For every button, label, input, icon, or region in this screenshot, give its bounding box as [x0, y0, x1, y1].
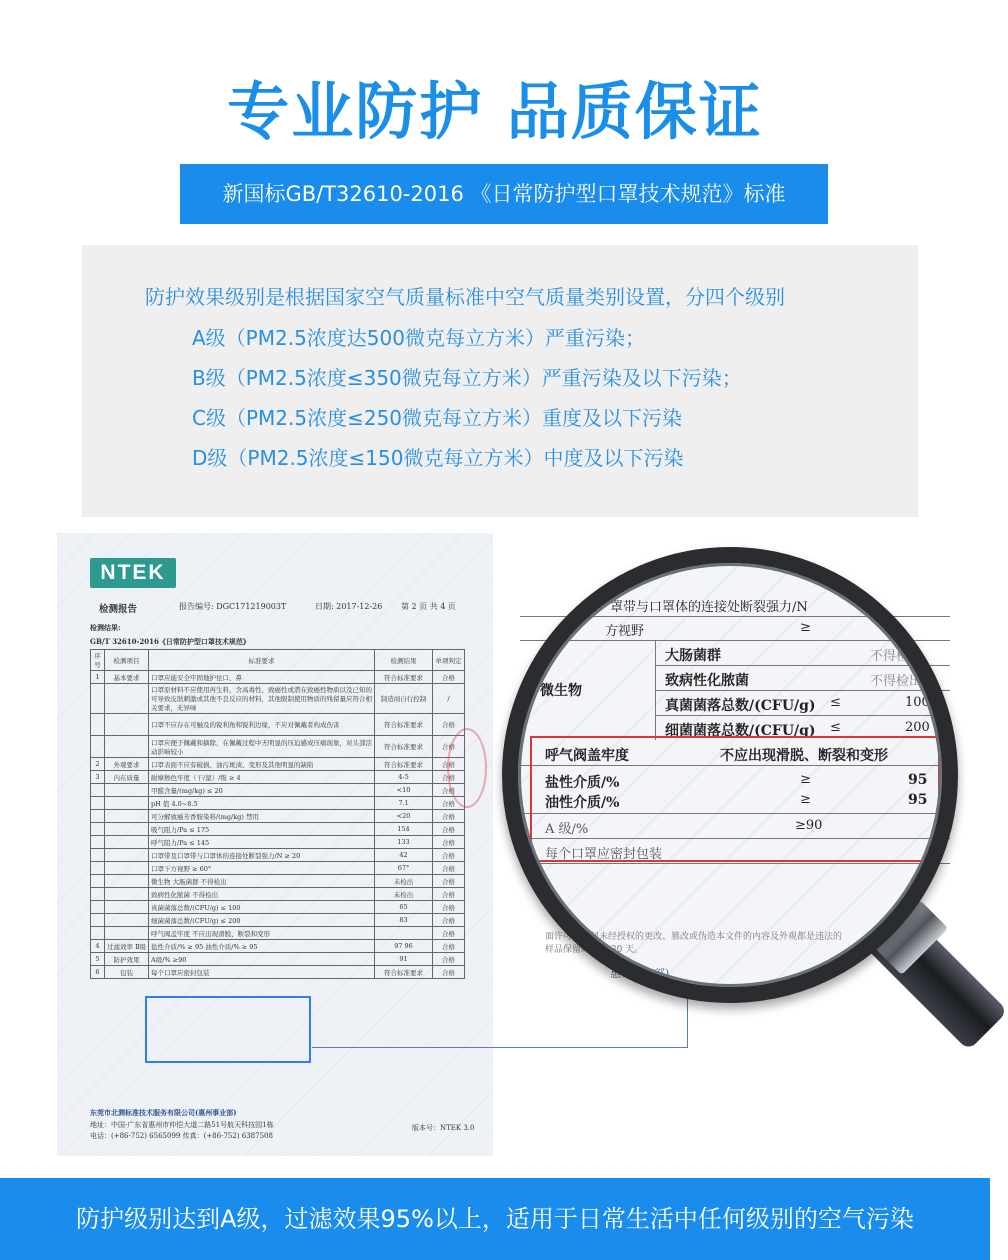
lens-micro-symbol: ≤: [830, 720, 841, 735]
report-cell: 3: [91, 771, 105, 784]
lens-salt-value: 95: [908, 772, 928, 788]
report-cell: [91, 784, 105, 797]
report-cell: [105, 914, 149, 927]
report-page: 第 2 页 共 4 页: [401, 602, 456, 611]
report-cell: 口罩应能安全牢固地护住口、鼻: [149, 671, 375, 684]
report-row: [91, 810, 465, 823]
report-cell: 合格: [433, 784, 465, 797]
report-cell: [91, 875, 105, 888]
lens-footer-dept: 惠州事业部): [610, 967, 670, 980]
footer-version: 版本号：NTEK 3.0: [412, 1124, 475, 1132]
report-cell: 呼气阀盖牢度 不应出现滑脱、断裂和变形: [149, 927, 375, 940]
lens-view-symbol: ≥: [800, 620, 811, 635]
report-cell: [105, 927, 149, 940]
report-cell: 符合标准要求: [375, 736, 433, 758]
report-row: [91, 671, 465, 684]
report-cell: 未检出: [375, 875, 433, 888]
report-cell: 可分解致癌芳香胺染料/(mg/kg) 禁用: [149, 810, 375, 823]
lens-salt-label: 盐性介质/%: [545, 775, 620, 791]
footer-address: 地址：中国·广东省惠州市仲恺大道二路51号航天科技园1栋: [90, 1121, 274, 1129]
standard-banner: 新国标GB/T32610-2016 《日常防护型口罩技术规范》标准: [180, 164, 828, 224]
report-cell: [91, 888, 105, 901]
lens-pack-label: 每个口罩应密封包装: [545, 847, 663, 862]
lens-a-value: ≥90: [795, 818, 823, 833]
report-cell: 合格: [433, 927, 465, 940]
lens-footer-address: 天科技园 1 栋: [680, 986, 743, 997]
lens-micro-value: 100: [905, 695, 930, 710]
level-b: B级（PM2.5浓度≤350微克每立方米）严重污染及以下污染；: [192, 366, 742, 390]
report-cell: [105, 823, 149, 836]
level-list: [192, 318, 742, 478]
lens-view-row: 方视野: [605, 624, 645, 639]
report-row: [91, 888, 465, 901]
report-cell: 口罩表面不应有破损、油污斑渍、变形及其他明显的缺陷: [149, 758, 375, 771]
ntek-logo: NTEK: [90, 558, 176, 588]
report-cell: 合格: [433, 714, 465, 736]
report-cell: 合格: [433, 966, 465, 979]
lens-micro-item: 真菌菌落总数/(CFU/g): [665, 698, 816, 714]
report-cell: 基本要求: [105, 671, 149, 684]
lens-salt-symbol: ≥: [800, 772, 811, 787]
report-row: [91, 684, 465, 714]
lens-strength-row: 罩带与口罩体的连接处断裂强力/N: [610, 600, 808, 615]
footer-company: 东莞市北测标准技术服务有限公司(惠州事业部): [90, 1108, 237, 1117]
report-results-label: 检测结果:: [90, 623, 121, 632]
page-title: 专业防护 品质保证: [227, 75, 763, 148]
report-cell: 合格: [433, 797, 465, 810]
report-cell: <10: [375, 784, 433, 797]
report-cell: A级/% ≥90: [149, 953, 375, 966]
report-col-header: 标准要求: [149, 650, 375, 671]
lens-footer-note: 样品保留时间为 30 天。: [545, 945, 644, 955]
report-cell: 合格: [433, 758, 465, 771]
lens-oil-label: 油性介质/%: [545, 795, 620, 811]
report-cell: 细菌菌落总数/(CFU/g) ≤ 200: [149, 914, 375, 927]
report-doc-title: 检测报告: [99, 604, 138, 615]
report-row: [91, 836, 465, 849]
report-cell: 合格: [433, 914, 465, 927]
report-date: 日期: 2017-12-26: [315, 602, 383, 611]
report-row: [91, 966, 465, 979]
report-cell: 合格: [433, 862, 465, 875]
report-cell: 合格: [433, 901, 465, 914]
report-cell: 合格: [433, 953, 465, 966]
report-cell: 真菌菌落总数/(CFU/g) ≤ 100: [149, 901, 375, 914]
report-cell: 4-5: [375, 771, 433, 784]
level-a: A级（PM2.5浓度达500微克每立方米）严重污染；: [192, 326, 645, 350]
report-cell: 合格: [433, 875, 465, 888]
report-cell: 口罩下方视野 ≥ 60°: [149, 862, 375, 875]
report-cell: 合格: [433, 888, 465, 901]
report-standard: GB/T 32610-2016《日常防护型口罩技术规范》: [90, 637, 250, 646]
connector-line: [312, 1047, 688, 1048]
lens-micro-item: 致病性化脓菌: [665, 673, 749, 689]
report-cell: 97 96: [375, 940, 433, 953]
report-cell: 包装: [105, 966, 149, 979]
report-cell: [375, 927, 433, 940]
level-intro: 防护效果级别是根据国家空气质量标准中空气质量类别设置，分四个级别: [145, 285, 785, 309]
report-cell: 合格: [433, 736, 465, 758]
report-row: [91, 927, 465, 940]
report-cell: 过滤效率 Ⅱ级: [105, 940, 149, 953]
report-cell: 口罩带及口罩带与口罩体的连接处断裂强力/N ≥ 20: [149, 849, 375, 862]
report-cell: 7.1: [375, 797, 433, 810]
level-info-panel: [82, 245, 918, 517]
report-row: [91, 823, 465, 836]
report-cell: 符合标准要求: [375, 966, 433, 979]
report-cell: 符合标准要求: [375, 714, 433, 736]
report-cell: [91, 736, 105, 758]
report-cell: 口罩原材料不应使用再生料，含高毒性、致癌性或潜在致癌性物质以及已知的可导致皮肤刺激或其他不良反应的材料，其他限制使用物质的残留量应符合相关要求，无异味: [149, 684, 375, 714]
report-cell: [105, 901, 149, 914]
report-row: [91, 771, 465, 784]
report-row: [91, 901, 465, 914]
report-cell: 甲醛含量/(mg/kg) ≤ 20: [149, 784, 375, 797]
highlight-frame: [145, 996, 311, 1063]
report-cell: pH 值 4.0~8.5: [149, 797, 375, 810]
report-cell: 154: [375, 823, 433, 836]
report-cell: 5: [91, 953, 105, 966]
report-cell: 盐性介质/% ≥ 95 油性介质/% ≥ 95: [149, 940, 375, 953]
report-cell: [91, 823, 105, 836]
lens-micro-value: 200: [905, 720, 930, 735]
level-c: C级（PM2.5浓度≤250微克每立方米）重度及以下污染: [192, 406, 683, 430]
report-cell: [105, 888, 149, 901]
report-cell: 2: [91, 758, 105, 771]
report-cell: [105, 875, 149, 888]
report-cell: 制造商自行控制: [375, 684, 433, 714]
report-cell: 致病性化脓菌 不得检出: [149, 888, 375, 901]
report-cell: 65: [375, 901, 433, 914]
report-cell: [91, 927, 105, 940]
report-cell: 42: [375, 849, 433, 862]
report-col-header: 单项判定: [433, 650, 465, 671]
lens-micro-item: 大肠菌群: [665, 648, 721, 664]
report-col-header: 检测项目: [105, 650, 149, 671]
report-cell: 合格: [433, 671, 465, 684]
report-row: [91, 736, 465, 758]
lens-valve-requirement: 不应出现滑脱、断裂和变形: [720, 748, 888, 764]
report-cell: 未检出: [375, 888, 433, 901]
report-number: 报告编号: DGC171219003T: [179, 602, 287, 611]
bottom-banner: 防护级别达到A级，过滤效果95%以上，适用于日常生活中任何级别的空气污染: [0, 1178, 990, 1260]
report-cell: 91: [375, 953, 433, 966]
report-cell: [105, 797, 149, 810]
report-cell: 合格: [433, 836, 465, 849]
report-row: [91, 849, 465, 862]
report-cell: 6: [91, 966, 105, 979]
report-row: [91, 797, 465, 810]
report-row: [91, 862, 465, 875]
report-cell: /: [433, 684, 465, 714]
report-row: [91, 953, 465, 966]
report-cell: [91, 862, 105, 875]
report-cell: 呼气阻力/Pa ≤ 145: [149, 836, 375, 849]
report-cell: 合格: [433, 849, 465, 862]
report-cell: [105, 810, 149, 823]
report-row: [91, 714, 465, 736]
report-col-header: 检测结果: [375, 650, 433, 671]
lens-oil-symbol: ≥: [800, 792, 811, 807]
report-cell: [91, 901, 105, 914]
report-cell: [105, 684, 149, 714]
report-cell: 83: [375, 914, 433, 927]
report-cell: 防护效果: [105, 953, 149, 966]
report-cell: 每个口罩应密封包装: [149, 966, 375, 979]
report-cell: 耐摩擦色牢度（干/湿）/级 ≥ 4: [149, 771, 375, 784]
lens-micro-value: 不得检出: [870, 674, 923, 689]
report-cell: 外观要求: [105, 758, 149, 771]
report-cell: 口罩不应存在可触及的锐利角和锐利边缘，不应对佩戴者构成伤害: [149, 714, 375, 736]
magnifying-glass: [515, 560, 945, 997]
report-cell: 合格: [433, 810, 465, 823]
lens-valve-label: 呼气阀盖牢度: [545, 748, 629, 764]
report-cell: [91, 714, 105, 736]
report-cell: [91, 836, 105, 849]
report-cell: [105, 714, 149, 736]
report-cell: [91, 684, 105, 714]
report-row: [91, 784, 465, 797]
report-cell: [91, 849, 105, 862]
footer-phone: 电话：(+86-752) 6565099 传真：(+86-752) 6387508: [90, 1132, 273, 1140]
report-cell: [105, 784, 149, 797]
lens-micro-item: 细菌菌落总数/(CFU/g): [665, 723, 816, 739]
report-row: [91, 758, 465, 771]
report-cell: [105, 849, 149, 862]
report-cell: 4: [91, 940, 105, 953]
lens-oil-value: 95: [908, 792, 928, 808]
report-cell: 吸气阻力/Pa ≤ 175: [149, 823, 375, 836]
level-d: D级（PM2.5浓度≤150微克每立方米）中度及以下污染: [192, 446, 684, 470]
report-row: [91, 940, 465, 953]
report-cell: 1: [91, 671, 105, 684]
test-report-image: [57, 533, 493, 1156]
report-cell: 符合标准要求: [375, 758, 433, 771]
report-cell: 口罩应便于佩戴和摘除，在佩戴过程中无明显的压迫感或压痛现象，对头部活动影响较小: [149, 736, 375, 758]
report-cell: [91, 797, 105, 810]
report-cell: <20: [375, 810, 433, 823]
report-cell: 内在质量: [105, 771, 149, 784]
report-col-header: 序号: [91, 650, 105, 671]
report-cell: [91, 810, 105, 823]
report-cell: [91, 914, 105, 927]
report-cell: [105, 862, 149, 875]
report-table: [90, 649, 465, 979]
report-cell: [105, 836, 149, 849]
report-cell: 67°: [375, 862, 433, 875]
report-cell: 133: [375, 836, 433, 849]
report-cell: 合格: [433, 771, 465, 784]
magnifier-rim: [502, 547, 958, 1003]
report-cell: 合格: [433, 823, 465, 836]
lens-micro-label: 微生物: [540, 683, 582, 699]
lens-micro-symbol: ≤: [830, 695, 841, 710]
report-cell: 合格: [433, 940, 465, 953]
report-cell: 微生物 大肠菌群 不得检出: [149, 875, 375, 888]
stamp-seal: [447, 728, 487, 808]
report-row: [91, 875, 465, 888]
lens-micro-value: 不得检出: [870, 649, 923, 664]
report-cell: 符合标准要求: [375, 671, 433, 684]
lens-footer-note: 面许可，任何未经授权的更改、篡改或伪造本文件的内容及外观都是违法的: [545, 932, 843, 942]
lens-a-label: A 级/%: [545, 822, 589, 837]
report-cell: [105, 736, 149, 758]
report-row: [91, 914, 465, 927]
